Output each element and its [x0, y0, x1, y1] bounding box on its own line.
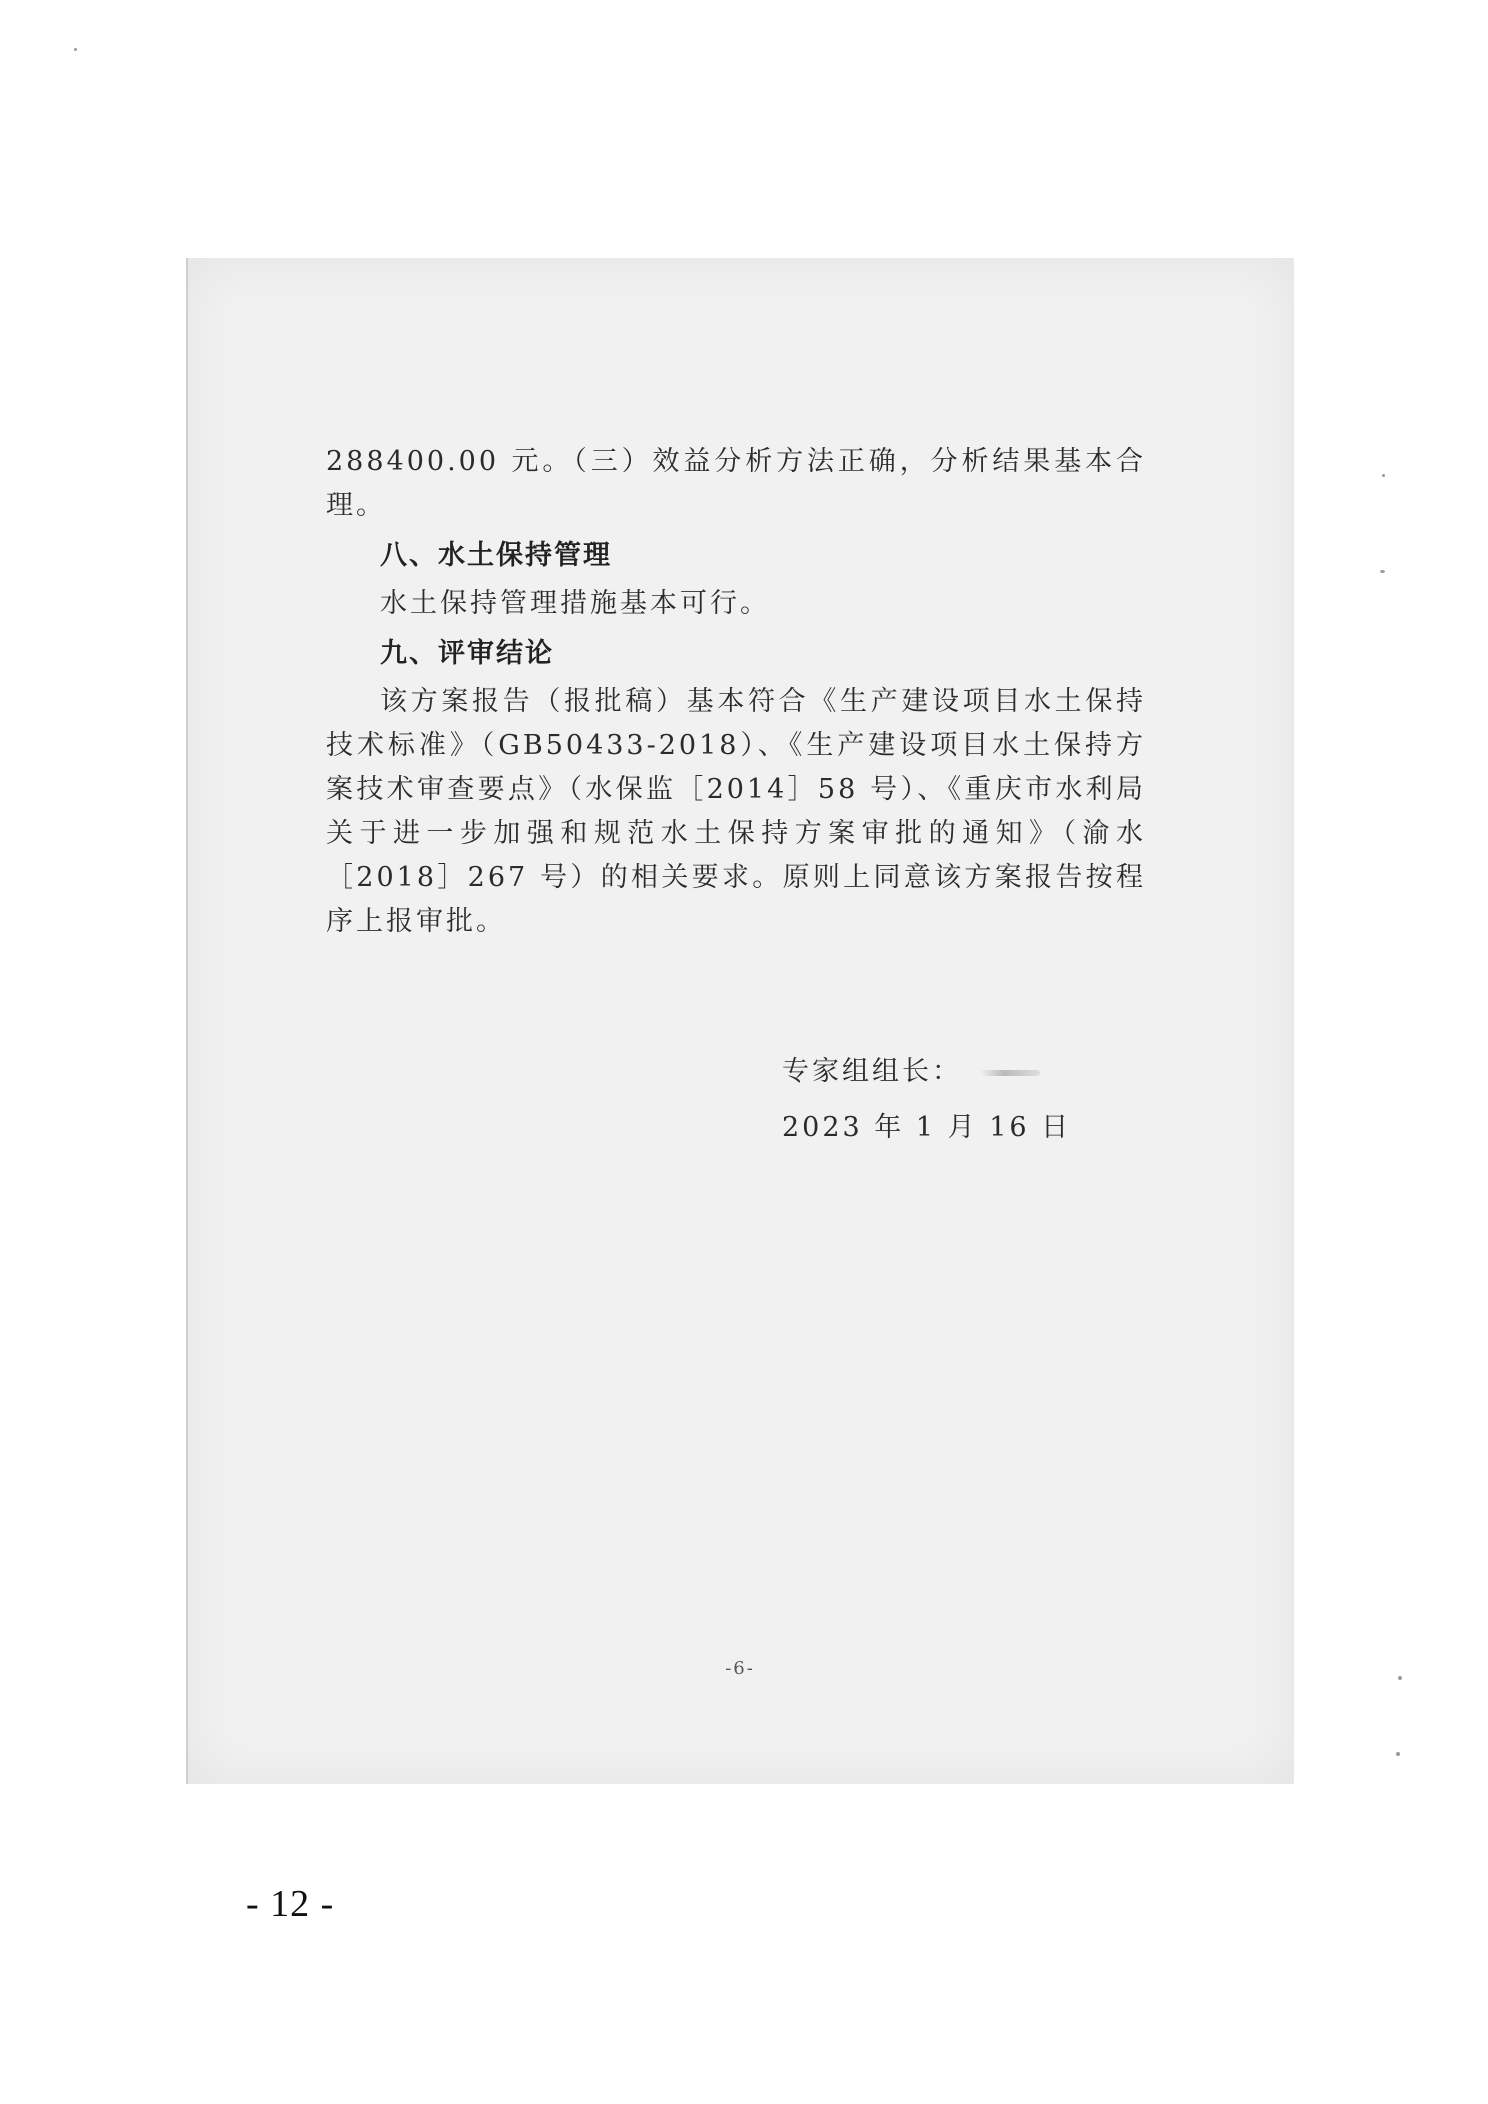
- section-heading-conclusion: 九、评审结论: [380, 638, 554, 669]
- opening-line: 288400.00 元。（三）效益分析方法正确，分析结果基本合理。: [326, 446, 1146, 521]
- scan-speck: [1382, 474, 1385, 477]
- scan-speck: [74, 48, 77, 51]
- section-paragraph-management: 水土保持管理措施基本可行。: [380, 588, 770, 619]
- scanned-page: [186, 258, 1294, 1784]
- signature-date: 2023 年 1 月 16 日: [782, 1112, 1072, 1143]
- inner-page-number: -6-: [725, 1658, 755, 1679]
- section-heading-management: 八、水土保持管理: [380, 540, 612, 571]
- section-paragraph-conclusion: 该方案报告（报批稿）基本符合《生产建设项目水土保持技术标准》（GB50433-2018）、《生产建设项目水土保持方案技术审查要点》（水保监［2014］58 号）、《重庆市水利局关于进一步加强和规范水土保持方案审批的通知》（渝水［2018］267 号）的相关要求。原则上同意该方案报告按程序上报审批。: [326, 686, 1146, 937]
- signature-label: 专家组组长：: [782, 1056, 962, 1087]
- signature-block: [782, 1044, 1071, 1156]
- scan-speck: [1398, 1676, 1402, 1680]
- page-number: - 12 -: [246, 1883, 335, 1925]
- scan-speck: [1380, 570, 1385, 573]
- signature-line: [782, 1044, 1071, 1100]
- document-body: [326, 440, 1146, 944]
- scan-speck: [1396, 1752, 1400, 1756]
- handwritten-signature: [980, 1070, 1040, 1076]
